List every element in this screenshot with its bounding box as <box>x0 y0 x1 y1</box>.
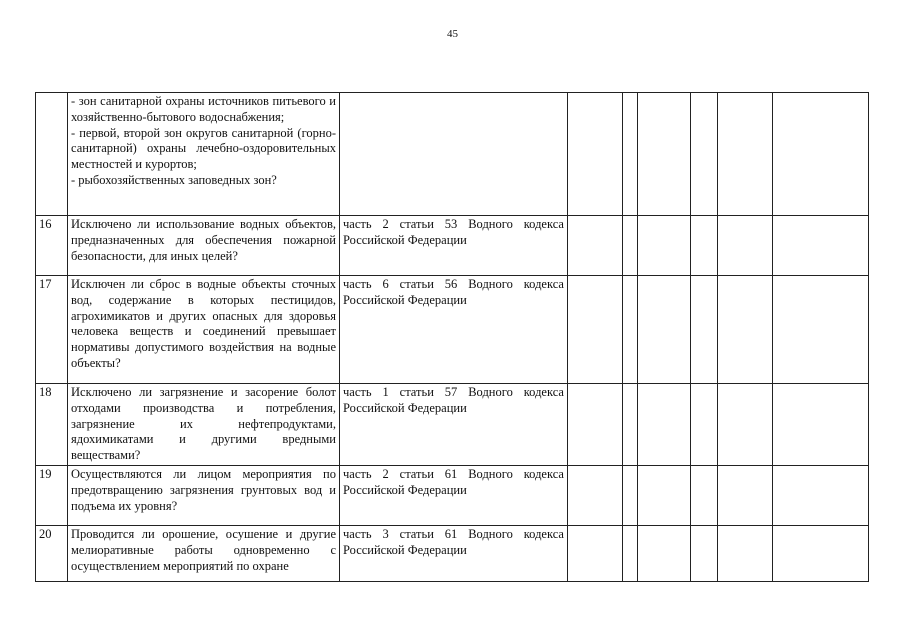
answer-cell <box>623 216 638 276</box>
table-row <box>36 384 869 466</box>
answer-cell <box>568 465 623 525</box>
law-reference-cell: часть 2 статьи 53 Водного кодекса Российской Федерации <box>340 216 568 276</box>
answer-cell <box>623 93 638 216</box>
table-row <box>36 465 869 525</box>
answer-cell <box>623 465 638 525</box>
answer-cell <box>623 525 638 581</box>
law-reference-cell: часть 2 статьи 61 Водного кодекса Российской Федерации <box>340 465 568 525</box>
question-cell: - зон санитарной охраны источников питьевого и хозяйственно-бытового водоснабжения; - первой, второй зон округов санитарной (горно-санитарной) охраны лечебно-оздоровительных местностей и курортов; - рыбохозяйственных заповедных зон? <box>68 93 340 216</box>
row-number <box>36 93 68 216</box>
law-reference-cell: часть 6 статьи 56 Водного кодекса Российской Федерации <box>340 276 568 384</box>
page-number: 45 <box>447 28 458 40</box>
answer-cell <box>718 93 773 216</box>
note-cell <box>773 93 869 216</box>
question-cell: Исключен ли сброс в водные объекты сточных вод, содержание в которых пестицидов, агрохимикатов и других опасных для здоровья человека веществ и соединений превышает нормативы допустимого воздействия на водные объекты? <box>68 276 340 384</box>
note-cell <box>773 216 869 276</box>
table-row <box>36 276 869 384</box>
checklist-table <box>35 92 869 582</box>
question-cell: Исключено ли загрязнение и засорение болот отходами производства и потребления, загрязнение их нефтепродуктами, ядохимикатами и другими вредными веществами? <box>68 384 340 466</box>
answer-cell <box>638 93 691 216</box>
law-reference-cell <box>340 93 568 216</box>
table-row <box>36 93 869 216</box>
answer-cell <box>568 216 623 276</box>
answer-cell <box>718 525 773 581</box>
answer-cell <box>718 465 773 525</box>
law-reference-cell: часть 1 статьи 57 Водного кодекса Российской Федерации <box>340 384 568 466</box>
table-row <box>36 216 869 276</box>
answer-cell <box>568 276 623 384</box>
answer-cell <box>568 525 623 581</box>
law-reference-cell: часть 3 статьи 61 Водного кодекса Российской Федерации <box>340 525 568 581</box>
answer-cell <box>691 384 718 466</box>
answer-cell <box>691 93 718 216</box>
answer-cell <box>691 276 718 384</box>
question-cell: Осуществляются ли лицом мероприятия по предотвращению загрязнения грунтовых вод и подъема их уровня? <box>68 465 340 525</box>
answer-cell <box>718 384 773 466</box>
answer-cell <box>568 93 623 216</box>
answer-cell <box>623 384 638 466</box>
answer-cell <box>623 276 638 384</box>
answer-cell <box>638 525 691 581</box>
question-cell: Проводится ли орошение, осушение и другие мелиоративные работы одновременно с осуществлением мероприятий по охране <box>68 525 340 581</box>
answer-cell <box>638 384 691 466</box>
answer-cell <box>691 525 718 581</box>
answer-cell <box>691 216 718 276</box>
question-cell: Исключено ли использование водных объектов, предназначенных для обеспечения пожарной безопасности, для иных целей? <box>68 216 340 276</box>
row-number: 18 <box>36 384 68 466</box>
row-number: 17 <box>36 276 68 384</box>
answer-cell <box>718 276 773 384</box>
table-row <box>36 525 869 581</box>
note-cell <box>773 384 869 466</box>
row-number: 20 <box>36 525 68 581</box>
note-cell <box>773 276 869 384</box>
answer-cell <box>568 384 623 466</box>
answer-cell <box>638 276 691 384</box>
answer-cell <box>638 465 691 525</box>
row-number: 19 <box>36 465 68 525</box>
row-number: 16 <box>36 216 68 276</box>
answer-cell <box>638 216 691 276</box>
answer-cell <box>718 216 773 276</box>
answer-cell <box>691 465 718 525</box>
note-cell <box>773 465 869 525</box>
note-cell <box>773 525 869 581</box>
